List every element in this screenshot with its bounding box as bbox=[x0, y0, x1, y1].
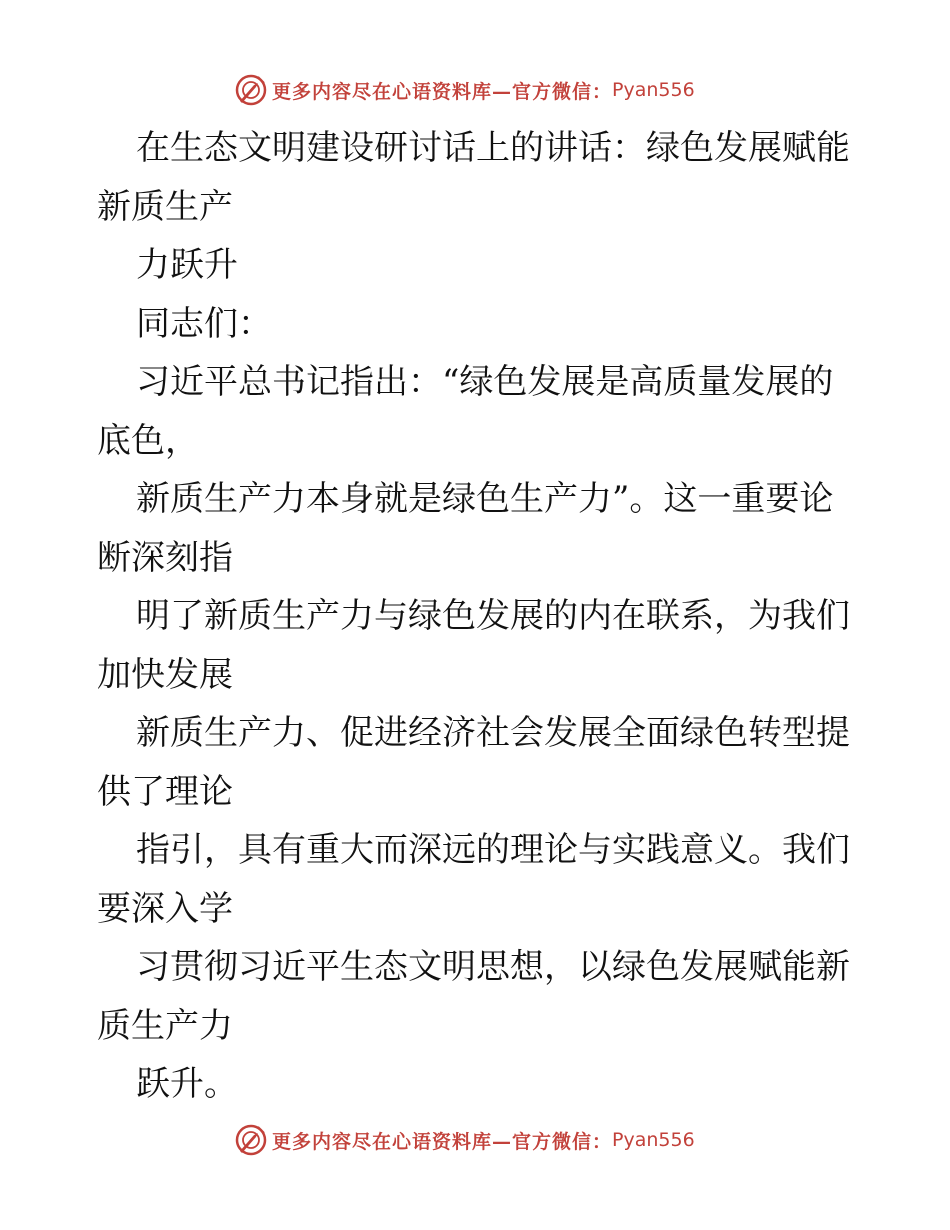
brand-logo-icon bbox=[234, 1123, 268, 1157]
text-line: 习贯彻习近平生态文明思想，以绿色发展赋能新 bbox=[136, 947, 850, 987]
header-banner bbox=[234, 72, 695, 108]
text-line: 加快发展 bbox=[97, 654, 233, 695]
footer-banner bbox=[234, 1122, 695, 1158]
text-line: 供了理论 bbox=[97, 771, 233, 812]
wechat-id: Pyan556 bbox=[612, 1129, 695, 1151]
brand-logo-icon bbox=[234, 73, 268, 107]
text-line: 新质生产 bbox=[97, 186, 233, 227]
text-line: 跃升。 bbox=[136, 1064, 238, 1104]
text-line: 要深入学 bbox=[97, 888, 233, 929]
text-line: 质生产力 bbox=[97, 1005, 233, 1046]
text-line: 力跃升 bbox=[136, 245, 238, 285]
wechat-id: Pyan556 bbox=[612, 79, 695, 101]
text-line: 底色， bbox=[97, 420, 199, 461]
banner-text: 更多内容尽在心语资料库—官方微信： bbox=[272, 80, 613, 103]
speech-body bbox=[97, 119, 857, 1114]
text-line: 在生态文明建设研讨话上的讲话：绿色发展赋能 bbox=[136, 128, 850, 168]
text-line: 明了新质生产力与绿色发展的内在联系，为我们 bbox=[136, 596, 850, 636]
text-line: 断深刻指 bbox=[97, 537, 233, 578]
text-line: 指引，具有重大而深远的理论与实践意义。我们 bbox=[136, 830, 850, 870]
banner-text: 更多内容尽在心语资料库—官方微信： bbox=[272, 1130, 613, 1153]
text-line: 新质生产力本身就是绿色生产力”。这一重要论 bbox=[136, 479, 834, 519]
text-line: 习近平总书记指出：“绿色发展是高质量发展的 bbox=[136, 362, 834, 402]
text-line: 同志们： bbox=[136, 303, 272, 344]
text-line: 新质生产力、促进经济社会发展全面绿色转型提 bbox=[136, 713, 850, 753]
